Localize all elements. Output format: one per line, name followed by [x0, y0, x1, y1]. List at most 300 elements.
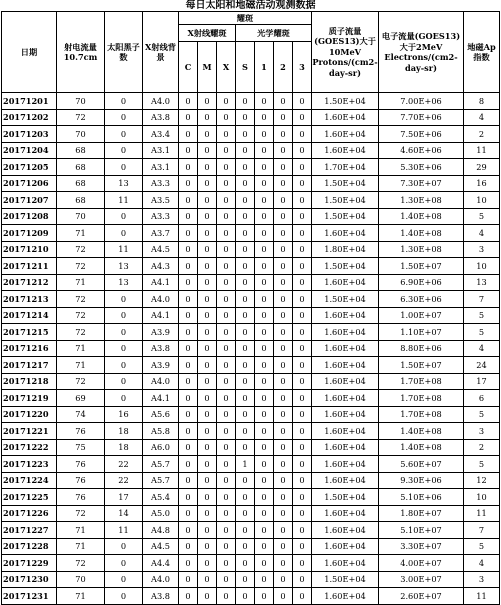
table-row — [2, 489, 500, 506]
date-cell: 20171217 — [2, 357, 57, 374]
date-cell: 20171223 — [2, 456, 57, 473]
xray-background-cell: A5.7 — [143, 456, 179, 473]
flare-s-cell: 0 — [236, 373, 255, 390]
electron-flux-cell: 4.60E+06 — [379, 142, 464, 159]
flare-m-cell: 0 — [198, 225, 217, 242]
flare-1-cell: 0 — [255, 439, 274, 456]
ap-index-cell: 7 — [464, 291, 500, 308]
sunspots-cell: 0 — [105, 324, 143, 341]
flare-m-cell: 0 — [198, 489, 217, 506]
date-cell: 20171202 — [2, 109, 57, 126]
date-cell: 20171220 — [2, 406, 57, 423]
flare-2-cell: 0 — [274, 307, 293, 324]
xray-background-cell: A3.8 — [143, 109, 179, 126]
date-cell: 20171203 — [2, 126, 57, 143]
flare-x-cell: 0 — [217, 357, 236, 374]
flare-3-cell: 0 — [293, 489, 312, 506]
proton-flux-cell: 1.80E+04 — [312, 241, 379, 258]
flare-1-cell: 0 — [255, 489, 274, 506]
flare-3-cell: 0 — [293, 274, 312, 291]
ap-index-cell: 4 — [464, 225, 500, 242]
flare-3-cell: 0 — [293, 307, 312, 324]
flare-1-cell: 0 — [255, 274, 274, 291]
table-row — [2, 307, 500, 324]
flare-3-cell: 0 — [293, 208, 312, 225]
flare-2-cell: 0 — [274, 439, 293, 456]
flare-m-cell: 0 — [198, 258, 217, 275]
flare-c-cell: 0 — [179, 390, 198, 407]
ap-index-cell: 13 — [464, 274, 500, 291]
ap-index-cell: 10 — [464, 192, 500, 209]
xray-background-cell: A4.0 — [143, 93, 179, 110]
sunspots-cell: 22 — [105, 456, 143, 473]
proton-flux-cell: 1.60E+04 — [312, 406, 379, 423]
radio-flux-cell: 72 — [57, 258, 105, 275]
flare-m-cell: 0 — [198, 142, 217, 159]
flare-1-cell: 0 — [255, 142, 274, 159]
sunspots-cell: 11 — [105, 192, 143, 209]
flare-x-cell: 0 — [217, 390, 236, 407]
date-cell: 20171219 — [2, 390, 57, 407]
flare-s-cell: 0 — [236, 307, 255, 324]
flare-x-cell: 0 — [217, 225, 236, 242]
radio-flux-cell: 71 — [57, 225, 105, 242]
table-row — [2, 192, 500, 209]
flare-s-cell: 0 — [236, 142, 255, 159]
proton-flux-cell: 1.60E+04 — [312, 538, 379, 555]
electron-flux-cell: 3.00E+07 — [379, 571, 464, 588]
table-row — [2, 390, 500, 407]
flare-1-cell: 0 — [255, 588, 274, 605]
flare-1-cell: 0 — [255, 472, 274, 489]
xray-background-cell: A5.6 — [143, 406, 179, 423]
electron-flux-cell: 1.80E+07 — [379, 505, 464, 522]
electron-flux-cell: 1.30E+08 — [379, 241, 464, 258]
xray-background-cell: A5.7 — [143, 472, 179, 489]
xray-background-cell: A3.8 — [143, 340, 179, 357]
flare-s-cell: 0 — [236, 126, 255, 143]
ap-index-cell: 2 — [464, 439, 500, 456]
flare-1-cell: 0 — [255, 93, 274, 110]
flare-s-cell: 0 — [236, 423, 255, 440]
flare-2-cell: 0 — [274, 406, 293, 423]
header-flare-2: 2 — [274, 42, 293, 93]
flare-c-cell: 0 — [179, 126, 198, 143]
radio-flux-cell: 72 — [57, 505, 105, 522]
flare-3-cell: 0 — [293, 522, 312, 539]
flare-x-cell: 0 — [217, 489, 236, 506]
header-electron-flux: 电子流量(GOES13)大于2MeV Electrons/(cm2-day-sr) — [379, 12, 464, 93]
xray-background-cell: A3.3 — [143, 175, 179, 192]
flare-1-cell: 0 — [255, 357, 274, 374]
radio-flux-cell: 68 — [57, 159, 105, 176]
flare-m-cell: 0 — [198, 241, 217, 258]
xray-background-cell: A3.1 — [143, 159, 179, 176]
electron-flux-cell: 1.40E+08 — [379, 423, 464, 440]
flare-3-cell: 0 — [293, 126, 312, 143]
proton-flux-cell: 1.60E+04 — [312, 307, 379, 324]
flare-m-cell: 0 — [198, 571, 217, 588]
xray-background-cell: A5.8 — [143, 423, 179, 440]
flare-c-cell: 0 — [179, 456, 198, 473]
ap-index-cell: 7 — [464, 522, 500, 539]
electron-flux-cell: 4.00E+07 — [379, 555, 464, 572]
electron-flux-cell: 7.50E+06 — [379, 126, 464, 143]
sunspots-cell: 13 — [105, 258, 143, 275]
proton-flux-cell: 1.60E+04 — [312, 423, 379, 440]
xray-background-cell: A4.5 — [143, 538, 179, 555]
header-ap-index: 地磁Ap指数 — [464, 12, 500, 93]
proton-flux-cell: 1.50E+04 — [312, 258, 379, 275]
flare-3-cell: 0 — [293, 588, 312, 605]
radio-flux-cell: 71 — [57, 357, 105, 374]
flare-1-cell: 0 — [255, 505, 274, 522]
flare-c-cell: 0 — [179, 571, 198, 588]
electron-flux-cell: 1.50E+07 — [379, 258, 464, 275]
xray-background-cell: A5.4 — [143, 489, 179, 506]
radio-flux-cell: 70 — [57, 571, 105, 588]
flare-3-cell: 0 — [293, 225, 312, 242]
ap-index-cell: 4 — [464, 109, 500, 126]
ap-index-cell: 5 — [464, 406, 500, 423]
flare-m-cell: 0 — [198, 390, 217, 407]
date-cell: 20171216 — [2, 340, 57, 357]
ap-index-cell: 5 — [464, 456, 500, 473]
proton-flux-cell: 1.60E+04 — [312, 324, 379, 341]
table-row — [2, 142, 500, 159]
flare-s-cell: 0 — [236, 291, 255, 308]
radio-flux-cell: 72 — [57, 307, 105, 324]
sunspots-cell: 0 — [105, 208, 143, 225]
xray-background-cell: A5.0 — [143, 505, 179, 522]
table-row — [2, 126, 500, 143]
flare-m-cell: 0 — [198, 357, 217, 374]
flare-3-cell: 0 — [293, 373, 312, 390]
flare-m-cell: 0 — [198, 109, 217, 126]
flare-3-cell: 0 — [293, 538, 312, 555]
flare-x-cell: 0 — [217, 291, 236, 308]
sunspots-cell: 14 — [105, 505, 143, 522]
radio-flux-cell: 68 — [57, 192, 105, 209]
date-cell: 20171218 — [2, 373, 57, 390]
flare-s-cell: 0 — [236, 357, 255, 374]
xray-background-cell: A4.5 — [143, 241, 179, 258]
table-row — [2, 522, 500, 539]
date-cell: 20171210 — [2, 241, 57, 258]
flare-3-cell: 0 — [293, 340, 312, 357]
date-cell: 20171205 — [2, 159, 57, 176]
xray-background-cell: A4.1 — [143, 390, 179, 407]
table-row — [2, 175, 500, 192]
flare-2-cell: 0 — [274, 291, 293, 308]
flare-x-cell: 0 — [217, 571, 236, 588]
date-cell: 20171208 — [2, 208, 57, 225]
flare-x-cell: 0 — [217, 538, 236, 555]
sunspots-cell: 0 — [105, 390, 143, 407]
flare-c-cell: 0 — [179, 340, 198, 357]
sunspots-cell: 0 — [105, 373, 143, 390]
flare-2-cell: 0 — [274, 588, 293, 605]
proton-flux-cell: 1.60E+04 — [312, 126, 379, 143]
date-cell: 20171226 — [2, 505, 57, 522]
radio-flux-cell: 69 — [57, 390, 105, 407]
flare-3-cell: 0 — [293, 291, 312, 308]
electron-flux-cell: 1.40E+08 — [379, 208, 464, 225]
proton-flux-cell: 1.60E+04 — [312, 439, 379, 456]
flare-c-cell: 0 — [179, 175, 198, 192]
table-row — [2, 291, 500, 308]
header-optical-flares: 光学耀斑 — [236, 25, 312, 42]
proton-flux-cell: 1.60E+04 — [312, 109, 379, 126]
ap-index-cell: 5 — [464, 208, 500, 225]
flare-s-cell: 0 — [236, 472, 255, 489]
flare-1-cell: 0 — [255, 373, 274, 390]
flare-2-cell: 0 — [274, 126, 293, 143]
date-cell: 20171207 — [2, 192, 57, 209]
ap-index-cell: 2 — [464, 126, 500, 143]
table-row — [2, 241, 500, 258]
header-flare-1: 1 — [255, 42, 274, 93]
date-cell: 20171227 — [2, 522, 57, 539]
electron-flux-cell: 1.70E+08 — [379, 406, 464, 423]
ap-index-cell: 5 — [464, 307, 500, 324]
header-flare-3: 3 — [293, 42, 312, 93]
sunspots-cell: 0 — [105, 340, 143, 357]
flare-c-cell: 0 — [179, 522, 198, 539]
radio-flux-cell: 70 — [57, 208, 105, 225]
flare-s-cell: 0 — [236, 340, 255, 357]
table-body — [2, 93, 500, 605]
table-row — [2, 109, 500, 126]
radio-flux-cell: 75 — [57, 439, 105, 456]
ap-index-cell: 3 — [464, 423, 500, 440]
flare-1-cell: 0 — [255, 307, 274, 324]
sunspots-cell: 0 — [105, 538, 143, 555]
electron-flux-cell: 1.50E+07 — [379, 357, 464, 374]
flare-c-cell: 0 — [179, 159, 198, 176]
flare-x-cell: 0 — [217, 439, 236, 456]
sunspots-cell: 0 — [105, 109, 143, 126]
flare-1-cell: 0 — [255, 522, 274, 539]
flare-s-cell: 0 — [236, 489, 255, 506]
flare-2-cell: 0 — [274, 489, 293, 506]
flare-c-cell: 0 — [179, 258, 198, 275]
page-title: 每日太阳和地磁活动观测数据 — [185, 0, 316, 11]
proton-flux-cell: 1.50E+04 — [312, 208, 379, 225]
xray-background-cell: A3.9 — [143, 324, 179, 341]
flare-x-cell: 0 — [217, 109, 236, 126]
flare-x-cell: 0 — [217, 406, 236, 423]
flare-s-cell: 0 — [236, 258, 255, 275]
flare-3-cell: 0 — [293, 357, 312, 374]
flare-x-cell: 0 — [217, 258, 236, 275]
flare-s-cell: 0 — [236, 208, 255, 225]
flare-3-cell: 0 — [293, 571, 312, 588]
proton-flux-cell: 1.50E+04 — [312, 93, 379, 110]
electron-flux-cell: 1.40E+08 — [379, 439, 464, 456]
proton-flux-cell: 1.60E+04 — [312, 142, 379, 159]
flare-c-cell: 0 — [179, 241, 198, 258]
xray-background-cell: A3.5 — [143, 192, 179, 209]
date-cell: 20171214 — [2, 307, 57, 324]
flare-1-cell: 0 — [255, 406, 274, 423]
flare-3-cell: 0 — [293, 472, 312, 489]
flare-3-cell: 0 — [293, 406, 312, 423]
xray-background-cell: A4.1 — [143, 274, 179, 291]
date-cell: 20171212 — [2, 274, 57, 291]
header-flare-x: X — [217, 42, 236, 93]
flare-m-cell: 0 — [198, 439, 217, 456]
xray-background-cell: A3.4 — [143, 126, 179, 143]
sunspots-cell: 0 — [105, 555, 143, 572]
flare-2-cell: 0 — [274, 538, 293, 555]
observation-table — [1, 11, 500, 605]
flare-m-cell: 0 — [198, 505, 217, 522]
flare-c-cell: 0 — [179, 109, 198, 126]
header-sunspots: 太阳黑子数 — [105, 12, 143, 93]
sunspots-cell: 17 — [105, 489, 143, 506]
electron-flux-cell: 8.80E+06 — [379, 340, 464, 357]
proton-flux-cell: 1.50E+04 — [312, 175, 379, 192]
flare-s-cell: 0 — [236, 439, 255, 456]
radio-flux-cell: 74 — [57, 406, 105, 423]
flare-x-cell: 0 — [217, 505, 236, 522]
xray-background-cell: A3.1 — [143, 142, 179, 159]
radio-flux-cell: 76 — [57, 472, 105, 489]
flare-x-cell: 0 — [217, 175, 236, 192]
flare-c-cell: 0 — [179, 439, 198, 456]
table-row — [2, 538, 500, 555]
xray-background-cell: A4.1 — [143, 307, 179, 324]
flare-x-cell: 0 — [217, 159, 236, 176]
flare-c-cell: 0 — [179, 93, 198, 110]
radio-flux-cell: 70 — [57, 93, 105, 110]
xray-background-cell: A4.4 — [143, 555, 179, 572]
proton-flux-cell: 1.60E+04 — [312, 588, 379, 605]
table-row — [2, 505, 500, 522]
flare-c-cell: 0 — [179, 538, 198, 555]
flare-3-cell: 0 — [293, 390, 312, 407]
header-xray-background: X射线背景 — [143, 12, 179, 93]
flare-c-cell: 0 — [179, 225, 198, 242]
flare-1-cell: 0 — [255, 456, 274, 473]
flare-s-cell: 0 — [236, 406, 255, 423]
flare-c-cell: 0 — [179, 142, 198, 159]
table-row — [2, 208, 500, 225]
sunspots-cell: 13 — [105, 274, 143, 291]
proton-flux-cell: 1.70E+04 — [312, 159, 379, 176]
flare-c-cell: 0 — [179, 406, 198, 423]
date-cell: 20171221 — [2, 423, 57, 440]
flare-s-cell: 0 — [236, 571, 255, 588]
ap-index-cell: 10 — [464, 489, 500, 506]
flare-3-cell: 0 — [293, 159, 312, 176]
flare-3-cell: 0 — [293, 439, 312, 456]
ap-index-cell: 11 — [464, 505, 500, 522]
flare-2-cell: 0 — [274, 142, 293, 159]
date-cell: 20171204 — [2, 142, 57, 159]
flare-3-cell: 0 — [293, 555, 312, 572]
table-row — [2, 373, 500, 390]
flare-x-cell: 0 — [217, 456, 236, 473]
sunspots-cell: 0 — [105, 225, 143, 242]
ap-index-cell: 3 — [464, 241, 500, 258]
sunspots-cell: 11 — [105, 522, 143, 539]
electron-flux-cell: 1.10E+07 — [379, 324, 464, 341]
radio-flux-cell: 68 — [57, 142, 105, 159]
flare-1-cell: 0 — [255, 192, 274, 209]
flare-1-cell: 0 — [255, 159, 274, 176]
ap-index-cell: 11 — [464, 588, 500, 605]
flare-x-cell: 0 — [217, 555, 236, 572]
radio-flux-cell: 72 — [57, 291, 105, 308]
flare-1-cell: 0 — [255, 175, 274, 192]
proton-flux-cell: 1.60E+04 — [312, 505, 379, 522]
proton-flux-cell: 1.60E+04 — [312, 357, 379, 374]
ap-index-cell: 17 — [464, 373, 500, 390]
flare-m-cell: 0 — [198, 159, 217, 176]
flare-1-cell: 0 — [255, 126, 274, 143]
ap-index-cell: 4 — [464, 555, 500, 572]
sunspots-cell: 11 — [105, 241, 143, 258]
proton-flux-cell: 1.60E+04 — [312, 340, 379, 357]
flare-c-cell: 0 — [179, 208, 198, 225]
flare-s-cell: 1 — [236, 456, 255, 473]
table-row — [2, 357, 500, 374]
radio-flux-cell: 72 — [57, 241, 105, 258]
ap-index-cell: 8 — [464, 93, 500, 110]
xray-background-cell: A4.3 — [143, 258, 179, 275]
xray-background-cell: A3.3 — [143, 208, 179, 225]
flare-2-cell: 0 — [274, 208, 293, 225]
ap-index-cell: 5 — [464, 324, 500, 341]
flare-m-cell: 0 — [198, 538, 217, 555]
table-row — [2, 571, 500, 588]
flare-c-cell: 0 — [179, 274, 198, 291]
flare-c-cell: 0 — [179, 588, 198, 605]
flare-m-cell: 0 — [198, 555, 217, 572]
flare-s-cell: 0 — [236, 192, 255, 209]
flare-s-cell: 0 — [236, 505, 255, 522]
flare-m-cell: 0 — [198, 126, 217, 143]
date-cell: 20171225 — [2, 489, 57, 506]
table-row — [2, 456, 500, 473]
flare-s-cell: 0 — [236, 109, 255, 126]
electron-flux-cell: 5.30E+06 — [379, 159, 464, 176]
table-row — [2, 340, 500, 357]
date-cell: 20171222 — [2, 439, 57, 456]
flare-3-cell: 0 — [293, 175, 312, 192]
flare-x-cell: 0 — [217, 307, 236, 324]
radio-flux-cell: 71 — [57, 340, 105, 357]
flare-2-cell: 0 — [274, 555, 293, 572]
flare-m-cell: 0 — [198, 423, 217, 440]
flare-x-cell: 0 — [217, 241, 236, 258]
electron-flux-cell: 7.70E+06 — [379, 109, 464, 126]
electron-flux-cell: 1.70E+08 — [379, 390, 464, 407]
flare-2-cell: 0 — [274, 373, 293, 390]
proton-flux-cell: 1.60E+04 — [312, 472, 379, 489]
date-cell: 20171224 — [2, 472, 57, 489]
electron-flux-cell: 5.10E+07 — [379, 522, 464, 539]
xray-background-cell: A4.0 — [143, 373, 179, 390]
flare-2-cell: 0 — [274, 472, 293, 489]
flare-m-cell: 0 — [198, 406, 217, 423]
flare-3-cell: 0 — [293, 192, 312, 209]
flare-m-cell: 0 — [198, 307, 217, 324]
sunspots-cell: 0 — [105, 357, 143, 374]
flare-m-cell: 0 — [198, 522, 217, 539]
